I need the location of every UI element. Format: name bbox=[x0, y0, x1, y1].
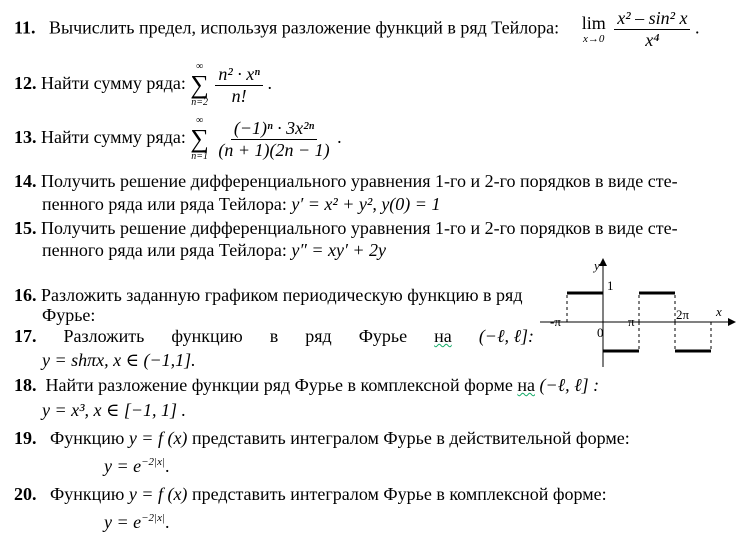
sum-upper: ∞ bbox=[196, 115, 204, 126]
fraction bbox=[614, 8, 690, 50]
problem-number: 17. bbox=[14, 326, 37, 346]
fraction-numerator: (−1)ⁿ · 3x²ⁿ bbox=[231, 118, 317, 140]
formula: y″ = xy′ + 2y bbox=[291, 240, 387, 260]
text-a: Функцию bbox=[50, 484, 125, 504]
interval: (−ℓ, ℓ] : bbox=[539, 375, 600, 395]
problem-number: 16. bbox=[14, 285, 37, 305]
interval: (−ℓ, ℓ]: bbox=[478, 326, 534, 346]
pi-label: π bbox=[628, 314, 635, 329]
text-b: представить интегралом Фурье в действительной форме: bbox=[191, 428, 630, 448]
fraction-denominator: (n + 1)(2n − 1) bbox=[218, 139, 330, 160]
problem-text-line1: Получить решение дифференциального уравнения 1-го и 2-го порядков в виде сте- bbox=[41, 171, 678, 191]
fraction bbox=[215, 118, 332, 160]
problem-16-cont bbox=[42, 305, 95, 326]
problem-text-line1: Получить решение дифференциального уравнения 1-го и 2-го порядков в виде сте- bbox=[41, 218, 678, 238]
problem-17 bbox=[14, 326, 534, 347]
period: . bbox=[337, 127, 342, 148]
word: Фурье bbox=[358, 326, 408, 346]
origin-label: 0 bbox=[597, 325, 604, 340]
problem-text: Вычислить предел, используя разложение функций в ряд Тейлора: bbox=[49, 17, 560, 38]
word: ряд bbox=[305, 326, 332, 346]
word: функцию bbox=[171, 326, 243, 346]
word: в bbox=[269, 326, 279, 346]
periodic-function-graph bbox=[540, 252, 740, 367]
fx: y = f (x) bbox=[128, 428, 188, 448]
text-a: Функцию bbox=[50, 428, 125, 448]
neg-pi-label: -π bbox=[550, 314, 561, 329]
exponent: −2|x| bbox=[141, 456, 165, 468]
word: на bbox=[434, 326, 452, 346]
x-axis-label: x bbox=[716, 304, 722, 319]
limit-operator bbox=[582, 13, 606, 45]
period: . bbox=[164, 512, 170, 532]
period: . bbox=[267, 73, 272, 94]
problem-number: 19. bbox=[14, 428, 37, 448]
problem-20-cont bbox=[104, 512, 169, 533]
formula: y = x³, x ∈ [−1, 1] . bbox=[42, 400, 186, 420]
lim-subscript: x→0 bbox=[583, 33, 605, 46]
word: Разложить bbox=[63, 326, 145, 346]
problem-text: Найти сумму ряда: bbox=[41, 127, 186, 148]
sum-upper: ∞ bbox=[196, 61, 204, 72]
problem-number: 15. bbox=[14, 218, 37, 238]
sigma-icon: ∑ bbox=[190, 124, 209, 153]
formula: y′ = x² + y², y(0) = 1 bbox=[291, 194, 441, 214]
problem-17-cont bbox=[42, 350, 196, 371]
problem-text: Найти сумму ряда: bbox=[41, 73, 186, 94]
problem-12 bbox=[14, 62, 272, 108]
problem-15-cont bbox=[42, 240, 386, 261]
x-axis-arrow-icon bbox=[728, 318, 736, 326]
problem-16 bbox=[14, 285, 522, 306]
two-pi-label: 2π bbox=[676, 307, 690, 322]
y-axis-label: y bbox=[594, 258, 600, 273]
y-axis-arrow-icon bbox=[599, 258, 607, 266]
sum-operator bbox=[190, 62, 209, 108]
sum-operator bbox=[190, 116, 209, 162]
period: . bbox=[164, 456, 170, 476]
sum-lower: n=1 bbox=[191, 151, 208, 162]
period: . bbox=[694, 17, 700, 38]
problem-14 bbox=[14, 171, 678, 192]
formula: y = e bbox=[104, 512, 142, 532]
problem-19 bbox=[14, 428, 630, 449]
problem-text-line1: Разложить заданную графиком периодическую функцию в ряд bbox=[41, 285, 523, 305]
problem-number: 18. bbox=[14, 375, 37, 395]
fraction bbox=[215, 64, 263, 106]
problem-number: 12. bbox=[14, 73, 37, 94]
sigma-icon: ∑ bbox=[190, 70, 209, 99]
problem-20 bbox=[14, 484, 607, 505]
problem-14-cont bbox=[42, 194, 440, 215]
problem-11 bbox=[14, 8, 699, 50]
problem-13 bbox=[14, 116, 342, 162]
problem-number: 20. bbox=[14, 484, 37, 504]
problem-15 bbox=[14, 218, 678, 239]
fx: y = f (x) bbox=[128, 484, 188, 504]
problem-text-line2: пенного ряда или ряда Тейлора: bbox=[42, 194, 287, 214]
problem-number: 13. bbox=[14, 127, 37, 148]
text-b: представить интегралом Фурье в комплексной форме: bbox=[191, 484, 607, 504]
problem-number: 11. bbox=[14, 17, 36, 38]
sum-lower: n=2 bbox=[191, 97, 208, 108]
formula: y = e bbox=[104, 456, 142, 476]
formula: y = shπx, x ∈ (−1,1]. bbox=[42, 350, 196, 370]
problem-text-line2: Фурье: bbox=[42, 305, 96, 325]
level-label: 1 bbox=[607, 278, 614, 293]
problem-number: 14. bbox=[14, 171, 37, 191]
fraction-numerator: n² · xⁿ bbox=[215, 64, 263, 86]
word-na: на bbox=[517, 375, 535, 395]
problem-text-line2: пенного ряда или ряда Тейлора: bbox=[42, 240, 287, 260]
fraction-denominator: n! bbox=[231, 85, 247, 106]
exponent: −2|x| bbox=[141, 512, 165, 524]
problem-18 bbox=[14, 375, 599, 396]
problem-18-cont bbox=[42, 400, 186, 421]
problem-19-cont bbox=[104, 456, 169, 477]
fraction-numerator: x² – sin² x bbox=[614, 8, 690, 30]
fraction-denominator: x⁴ bbox=[645, 29, 660, 50]
problem-text: Найти разложение функции ряд Фурье в комплексной форме bbox=[45, 375, 513, 395]
lim-label: lim bbox=[581, 13, 606, 34]
